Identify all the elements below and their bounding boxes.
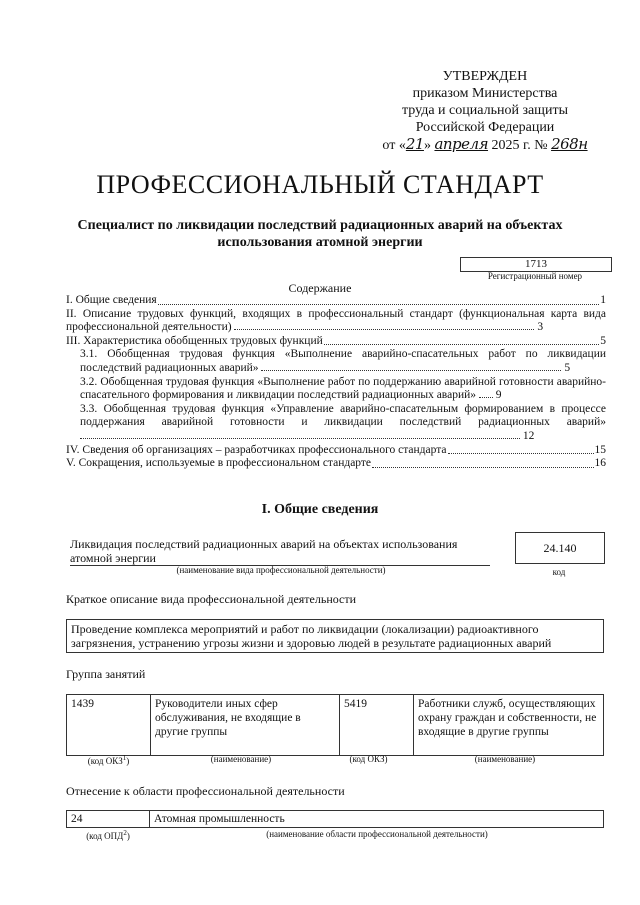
activity-code: 24.140 — [515, 532, 605, 564]
okz-code-cell: 1439 — [67, 695, 151, 756]
opd-code-cell: 24 — [67, 811, 150, 828]
okz-name-cell: Руководители иных сфер обслуживания, не входящие в другие группы — [151, 695, 340, 756]
description-label: Краткое описание вида профессиональной деятельности — [66, 592, 357, 606]
okz-code-cell: 5419 — [340, 695, 414, 756]
okz-name-caption: (наименование) — [474, 754, 536, 764]
toc-item[interactable]: III. Характеристика обобщенных трудовых функций 5 — [66, 334, 606, 347]
handwritten-day: 21 — [405, 135, 424, 153]
toc-item[interactable]: 3.1. Обобщенная трудовая функция «Выполнение аварийно-спасательных работ по ликвидации последствий радиационных аварий» 5 — [80, 348, 606, 374]
activity-kind-text: Ликвидация последствий радиационных аварий на объектах использования атомной энергии — [70, 537, 490, 566]
section-title: I. Общие сведения — [261, 502, 379, 517]
toc-item[interactable]: 3.2. Обобщенная трудовая функция «Выполнение работ по поддержанию аварийной готовности аварийно-спасательного формирования и ликвидации последствий радиационных аварий» 9 — [80, 375, 606, 402]
standard-name: Специалист по ликвидации последствий радиационных аварий на объектах использования атомной энергии — [77, 218, 563, 250]
registration-label: Регистрационный номер — [487, 271, 583, 281]
approval-block — [370, 68, 600, 154]
toc-item[interactable]: IV. Сведения об организациях – разработчиках профессионального стандарта 15 — [66, 443, 606, 456]
activity-area-table — [66, 810, 604, 828]
toc-item[interactable]: 3.3. Обобщенная трудовая функция «Управление аварийно-спасательным формированием в процессе поддержания аварийной готовности и ликвидации последствий радиационных аварий» 12 — [80, 402, 606, 442]
description-box: Проведение комплекса мероприятий и работ по ликвидации (локализации) радиоактивного загрязнения, устранению угрозы жизни и здоровью людей в результате радиационных аварий — [66, 619, 604, 653]
handwritten-number: 268н — [551, 135, 588, 153]
okz-name-cell: Работники служб, осуществляющих охрану граждан и собственности, не входящие в другие группы — [414, 695, 604, 756]
okz-code-caption: (код ОКЗ) — [349, 754, 388, 764]
approval-line: труда и социальной защиты — [402, 103, 568, 118]
okz-code-caption: (код ОКЗ$^1$) — [87, 754, 130, 766]
handwritten-month: апреля — [434, 135, 489, 153]
approval-date: от «21» апреля 2025 г. № 268н — [382, 135, 588, 153]
approval-status: УТВЕРЖДЕН — [442, 69, 528, 84]
table-row — [67, 811, 604, 828]
registration-number: 1713 — [460, 257, 612, 272]
area-label: Отнесение к области профессиональной деятельности — [66, 784, 345, 798]
opd-name-cell: Атомная промышленность — [150, 811, 604, 828]
approval-line: приказом Министерства — [412, 86, 558, 101]
toc-title: Содержание — [288, 281, 352, 295]
opd-name-caption: (наименование области профессиональной деятельности) — [266, 829, 488, 839]
activity-kind-caption: (наименование вида профессиональной деятельности) — [176, 565, 386, 575]
table-row — [67, 695, 604, 756]
group-label: Группа занятий — [66, 667, 146, 681]
toc-item[interactable]: II. Описание трудовых функций, входящих в профессиональный стандарт (функциональная карта вида профессиональной деятельности) 3 — [66, 307, 606, 334]
activity-code-caption: код — [552, 567, 566, 577]
toc-item[interactable]: V. Сокращения, используемые в профессиональном стандарте 16 — [66, 457, 606, 470]
approval-line: Российской Федерации — [415, 120, 555, 135]
okz-name-caption: (наименование) — [210, 754, 272, 764]
document-title: ПРОФЕССИОНАЛЬНЫЙ СТАНДАРТ — [96, 170, 544, 199]
occupation-group-table — [66, 694, 604, 756]
toc-item[interactable]: I. Общие сведения 1 — [66, 294, 606, 306]
opd-code-caption: (код ОПД$^2$) — [86, 829, 130, 841]
table-of-contents — [66, 294, 606, 471]
